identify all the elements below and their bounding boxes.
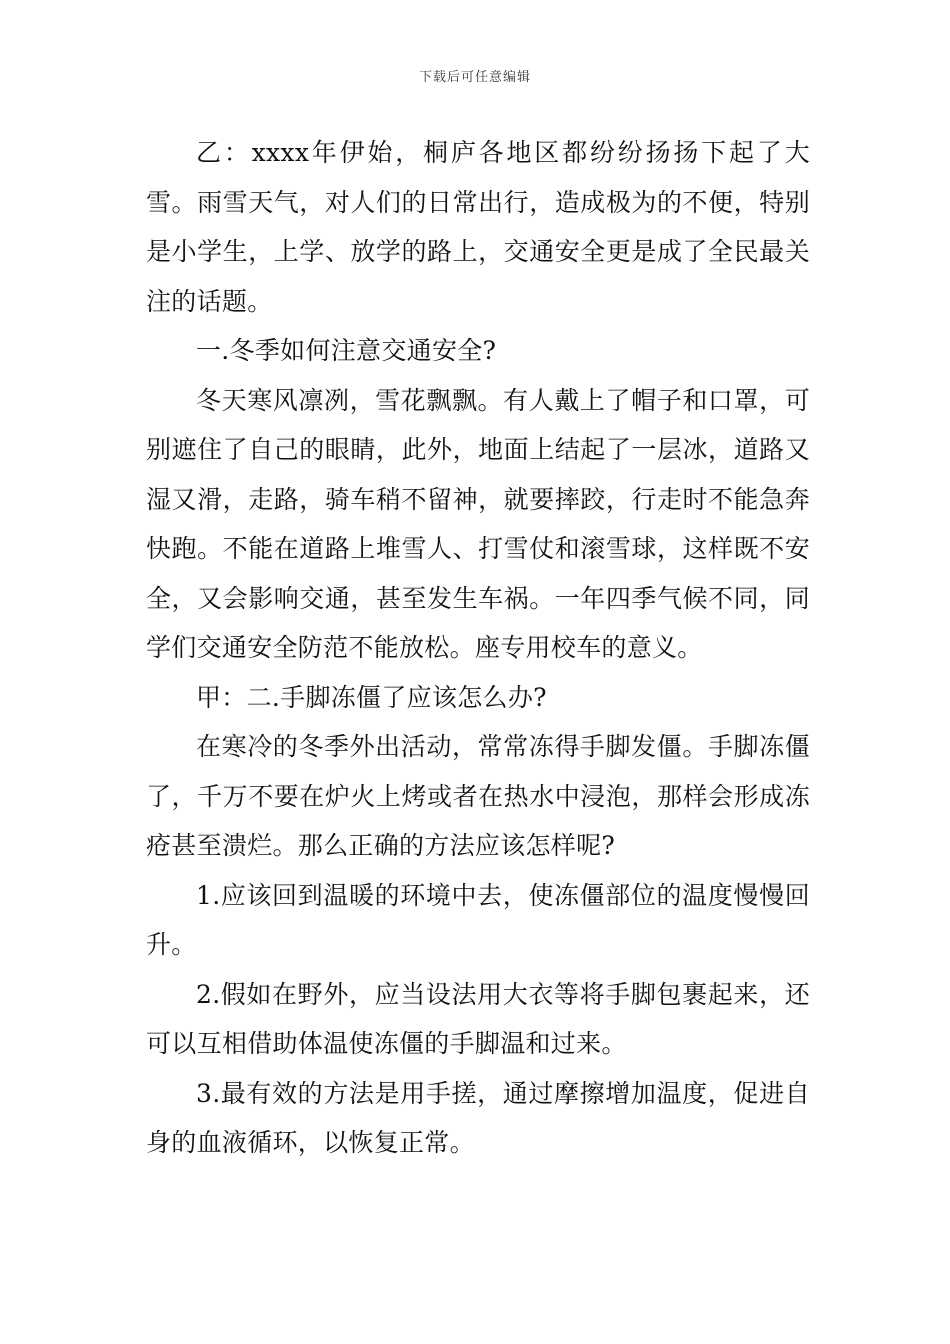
page-header: 下载后可任意编辑 [418, 70, 531, 85]
list-item-3: 3.最有效的方法是用手搓，通过摩擦增加温度，促进自身的血液循环，以恢复正常。 [146, 1078, 810, 1157]
list-item-1: 1.应该回到温暖的环境中去，使冻僵部位的温度慢慢回升。 [146, 880, 810, 959]
paragraph-winter-safety: 冬天寒风凛冽，雪花飘飘。有人戴上了帽子和口罩，可别遮住了自己的眼睛，此外，地面上结起了一层冰，道路又湿又滑，走路，骑车稍不留神，就要摔跤，行走时不能急奔快跑。不能在道路上堆雪人、打雪仗和滚雪球，这样既不安全，又会影响交通，甚至发生车祸。一年四季气候不同，同学们交通安全防范不能放松。座专用校车的意义。 [146, 385, 810, 662]
document-body [146, 128, 810, 1168]
paragraph-frozen-hands: 在寒冷的冬季外出活动，常常冻得手脚发僵。手脚冻僵了，千万不要在炉火上烤或者在热水中浸泡，那样会形成冻疮甚至溃烂。那么正确的方法应该怎样呢? [146, 732, 810, 860]
list-item-2: 2.假如在野外，应当设法用大衣等将手脚包裹起来，还可以互相借助体温使冻僵的手脚温和过来。 [146, 979, 810, 1058]
heading-section-1: 一.冬季如何注意交通安全? [196, 336, 497, 365]
heading-section-2: 甲：二.手脚冻僵了应该怎么办? [196, 682, 547, 712]
paragraph-intro: 乙：xxxx年伊始，桐庐各地区都纷纷扬扬下起了大雪。雨雪天气，对人们的日常出行，造成极为的不便，特别是小学生，上学、放学的路上，交通安全更是成了全民最关注的话题。 [146, 138, 810, 316]
